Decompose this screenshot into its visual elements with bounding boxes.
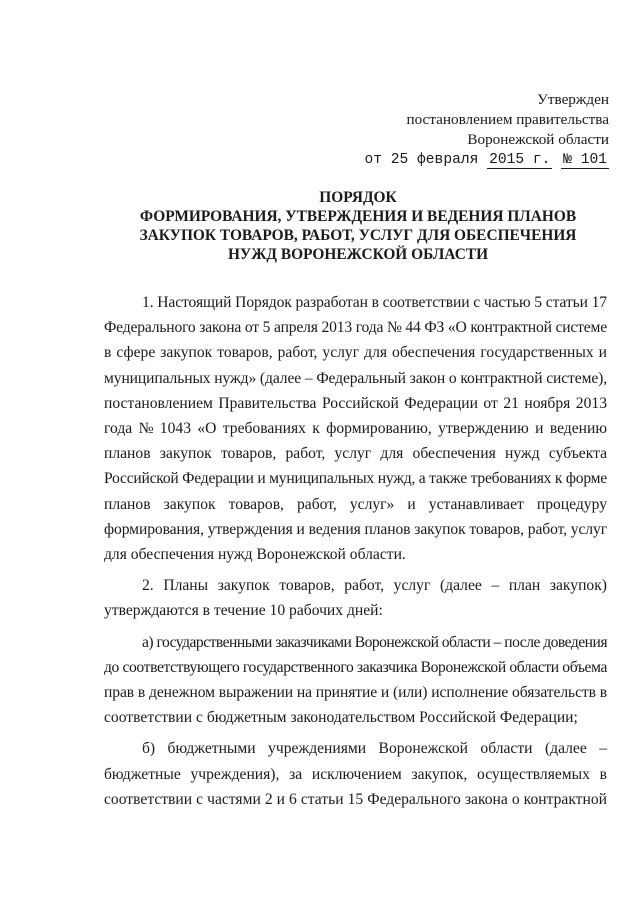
approval-line-region: Воронежской области (467, 131, 609, 148)
text-line: планов закупок товаров, работ, услуг» и устанавливает процедуру (104, 495, 607, 513)
approval-block (309, 90, 609, 170)
title-line-1: ПОРЯДОК (319, 189, 397, 206)
text-line: муниципальных нужд» (далее – Федеральный закон о контрактной системе), (104, 369, 607, 387)
text-line: б) бюджетными учреждениями Воронежской области (далее – (142, 740, 607, 758)
title-line-4: НУЖД ВОРОНЕЖСКОЙ ОБЛАСТИ (227, 246, 489, 263)
document-body (104, 290, 607, 812)
text-line: Российской Федерации и муниципальных нужд, а также требованиях к форме (104, 470, 607, 488)
text-line: утверждаются в течение 10 рабочих дней: (104, 602, 383, 620)
text-line: постановлением Правительства Российской Федерации от 21 ноября 2013 (104, 394, 607, 412)
approval-number: № 101 (563, 152, 607, 168)
text-line: прав в денежном выражении на принятие и (или) исполнение обязательств в (104, 684, 607, 702)
text-line: Федерального закона от 5 апреля 2013 года № 44 ФЗ «О контрактной системе (104, 319, 607, 337)
text-line: 1. Настоящий Порядок разработан в соответствии с частью 5 статьи 17 (142, 294, 607, 311)
text-line: формирования, утверждения и ведения планов закупок товаров, работ, услуг (104, 520, 607, 538)
approval-date-prefix: от 25 февраля (364, 152, 479, 168)
approval-line-resolution: постановлением правительства (406, 111, 609, 128)
paragraph-1 (104, 290, 607, 567)
text-line: года № 1043 «О требованиях к формированию, утверждению и ведению (104, 420, 607, 438)
document-title (60, 188, 640, 264)
approval-line-approved: Утвержден (537, 91, 609, 108)
approval-date-line (309, 150, 609, 170)
text-line: для обеспечения нужд Воронежской области. (104, 546, 406, 564)
text-line: а) государственными заказчиками Воронежской области – после доведения (142, 633, 607, 651)
title-line-2: ФОРМИРОВАНИЯ, УТВЕРЖДЕНИЯ И ВЕДЕНИЯ ПЛАНОВ (139, 208, 577, 225)
text-line: соответствии с частями 2 и 6 статьи 15 Федерального закона о контрактной (104, 790, 607, 808)
paragraph-3 (104, 630, 607, 731)
text-line: соответствии с бюджетным законодательством Российской Федерации; (104, 709, 578, 727)
text-line: планов закупок товаров, работ, услуг для обеспечения нужд субъекта (104, 445, 607, 463)
text-line: до соответствующего государственного заказчика Воронежской области объема (104, 658, 607, 676)
text-line: в сфере закупок товаров, работ, услуг для обеспечения государственных и (104, 344, 607, 362)
approval-date-year: 2015 г. (489, 152, 551, 168)
text-line: 2. Планы закупок товаров, работ, услуг (далее – план закупок) (142, 577, 607, 595)
paragraph-2 (104, 573, 607, 623)
paragraph-4 (104, 736, 607, 812)
title-line-3: ЗАКУПОК ТОВАРОВ, РАБОТ, УСЛУГ ДЛЯ ОБЕСПЕЧЕНИЯ (139, 227, 577, 244)
text-line: бюджетные учреждения), за исключением закупок, осуществляемых в (104, 765, 607, 783)
